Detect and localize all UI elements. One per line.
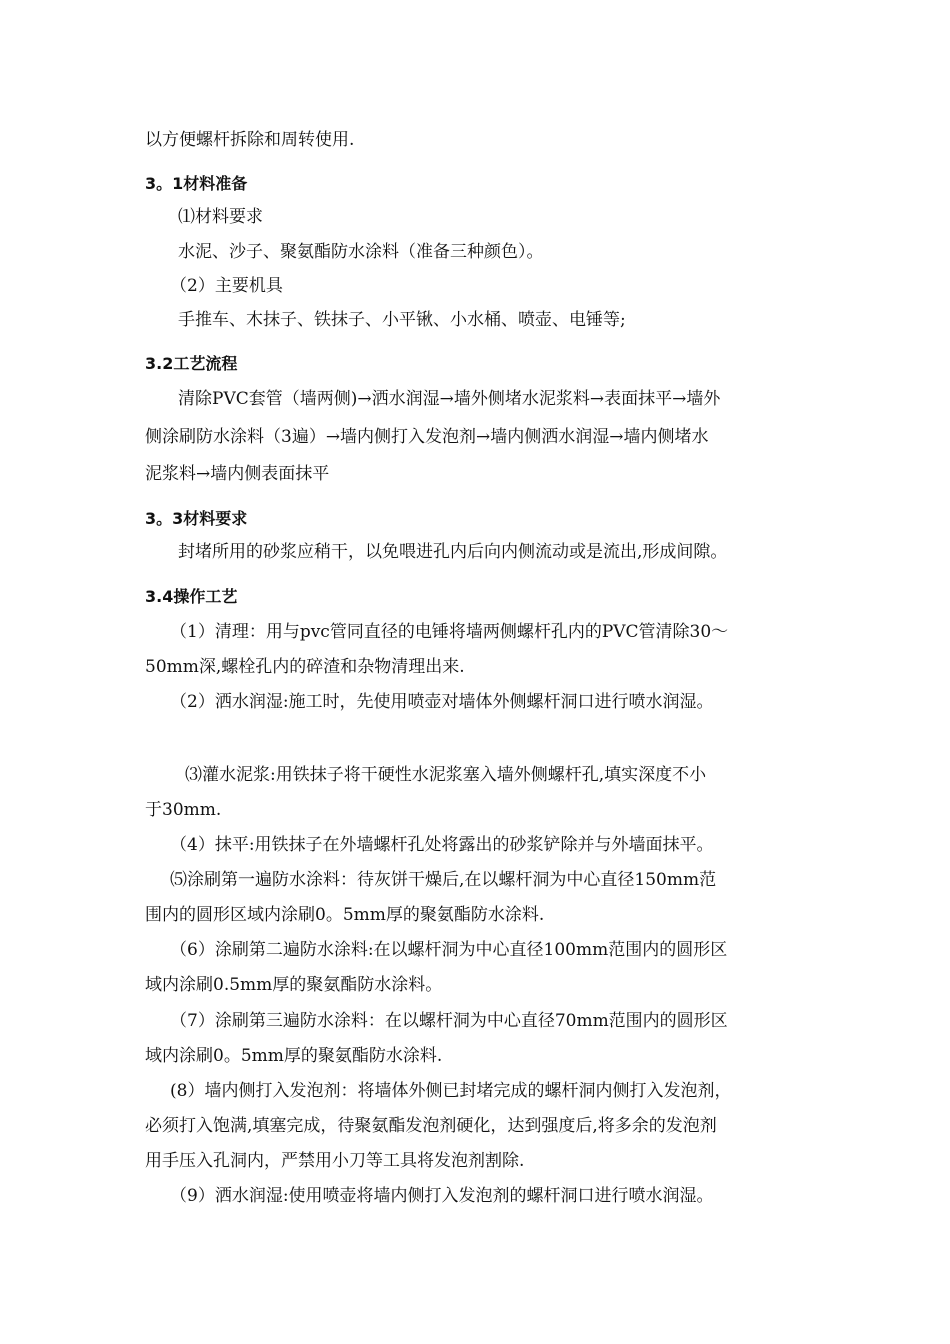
materials-requirement-label: ⑴材料要求 bbox=[178, 207, 263, 227]
step-7-line-2: 域内涂刷0。5mm厚的聚氨酯防水涂料. bbox=[145, 1046, 443, 1066]
process-flow-line-1: 清除PVC套管（墙两侧)→洒水润湿→墙外侧堵水泥浆料→表面抹平→墙外 bbox=[178, 389, 721, 409]
step-5-line-1: ⑸涂刷第一遍防水涂料：待灰饼干燥后,在以螺杆洞为中心直径150mm范 bbox=[170, 870, 717, 890]
main-tools-label: （2）主要机具 bbox=[170, 276, 283, 296]
step-9-text: （9）洒水润湿:使用喷壶将墙内侧打入发泡剂的螺杆洞口进行喷水润湿。 bbox=[170, 1186, 714, 1206]
process-flow-line-2: 侧涂刷防水涂料（3遍）→墙内侧打入发泡剂→墙内侧洒水润湿→墙内侧堵水 bbox=[145, 427, 709, 447]
section-3-2-heading: 3.2工艺流程 bbox=[145, 354, 238, 373]
section-3-3-heading: 3。3材料要求 bbox=[145, 509, 248, 528]
step-1-line-2: 50mm深,螺栓孔内的碎渣和杂物清理出来. bbox=[145, 657, 465, 677]
section-3-4-heading: 3.4操作工艺 bbox=[145, 587, 238, 606]
intro-text: 以方便螺杆拆除和周转使用. bbox=[145, 130, 355, 150]
step-4-text: （4）抹平:用铁抹子在外墙螺杆孔处将露出的砂浆铲除并与外墙面抹平。 bbox=[170, 835, 714, 855]
step-6-line-1: （6）涂刷第二遍防水涂料:在以螺杆洞为中心直径100mm范围内的圆形区 bbox=[170, 940, 728, 960]
section-3-1-heading: 3。1材料准备 bbox=[145, 174, 248, 193]
step-1-line-1: （1）清理：用与pvc管同直径的电锤将墙两侧螺杆孔内的PVC管清除30～ bbox=[170, 622, 729, 642]
main-tools-text: 手推车、木抹子、铁抹子、小平锹、小水桶、喷壶、电锤等; bbox=[178, 310, 626, 330]
step-2-text: （2）洒水润湿:施工时，先使用喷壶对墙体外侧螺杆洞口进行喷水润湿。 bbox=[170, 692, 714, 712]
materials-requirement-text: 水泥、沙子、聚氨酯防水涂料（准备三种颜色）。 bbox=[178, 242, 544, 262]
step-5-line-2: 围内的圆形区域内涂刷0。5mm厚的聚氨酯防水涂料. bbox=[145, 905, 545, 925]
step-7-line-1: （7）涂刷第三遍防水涂料：在以螺杆洞为中心直径70mm范围内的圆形区 bbox=[170, 1011, 728, 1031]
step-3-line-2: 于30mm. bbox=[145, 800, 222, 820]
process-flow-line-3: 泥浆料→墙内侧表面抹平 bbox=[145, 464, 330, 484]
step-3-line-1: ⑶灌水泥浆:用铁抹子将干硬性水泥浆塞入墙外侧螺杆孔,填实深度不小 bbox=[185, 765, 707, 785]
step-6-line-2: 域内涂刷0.5mm厚的聚氨酯防水涂料。 bbox=[145, 975, 443, 995]
step-8-line-1: (8）墙内侧打入发泡剂：将墙体外侧已封堵完成的螺杆洞内侧打入发泡剂， bbox=[170, 1081, 732, 1101]
mortar-requirement-text: 封堵所用的砂浆应稍干，以免喂进孔内后向内侧流动或是流出,形成间隙。 bbox=[178, 542, 728, 562]
step-8-line-2: 必须打入饱满,填塞完成，待聚氨酯发泡剂硬化，达到强度后,将多余的发泡剂 bbox=[145, 1116, 717, 1136]
step-8-line-3: 用手压入孔洞内，严禁用小刀等工具将发泡剂割除. bbox=[145, 1151, 525, 1171]
